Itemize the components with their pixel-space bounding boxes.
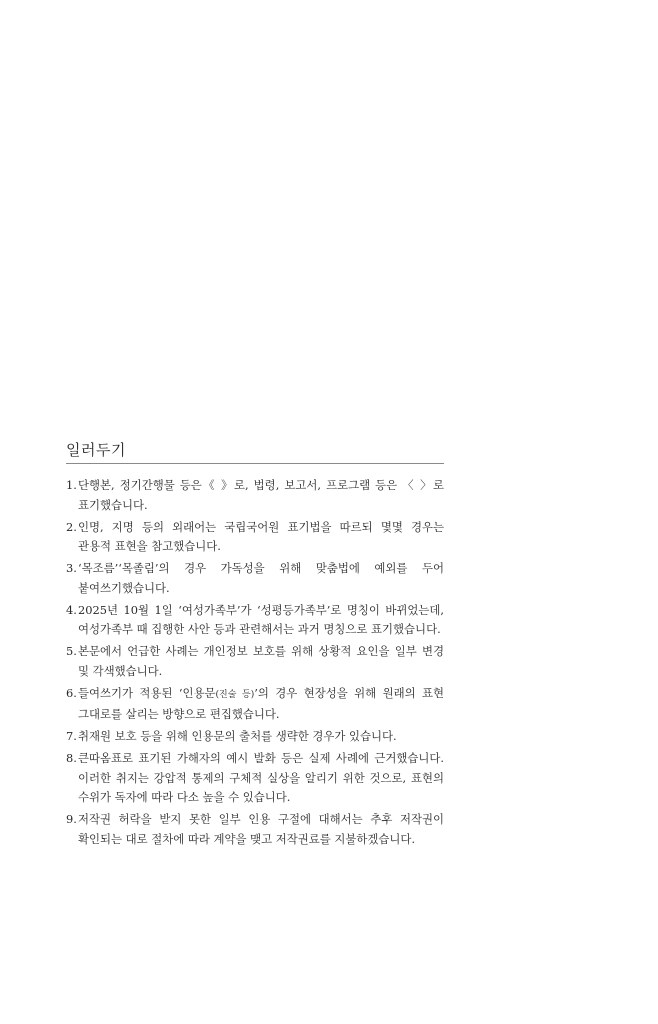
note-item-8 — [66, 749, 444, 808]
note-text-pre: 들여쓰기가 적용된 ‘인용문 — [78, 685, 216, 700]
editorial-notes — [66, 440, 444, 852]
note-text: 저작권 허락을 받지 못한 일부 인용 구절에 대해서는 추후 저작권이 확인되는 대로 절차에 따라 계약을 맺고 저작권료를 지불하겠습니다. — [78, 812, 444, 846]
note-text: 큰따옴표로 표기된 가해자의 예시 발화 등은 실제 사례에 근거했습니다. 이러한 취지는 강압적 통제의 구체적 실상을 알리기 위한 것으로, 표현의 수위가 독자에 따라 다소 높을 수 있습니다. — [78, 751, 444, 804]
note-text: 단행본, 정기간행물 등은《 》로, 법령, 보고서, 프로그램 등은 〈 〉로 표기했습니다. — [78, 478, 444, 512]
note-number: 1. — [66, 478, 77, 492]
note-number: 7. — [66, 729, 77, 743]
note-text-small: (진술 등) — [215, 689, 255, 700]
note-number: 5. — [66, 644, 77, 658]
note-item-4 — [66, 601, 444, 640]
note-number: 8. — [66, 751, 77, 765]
note-item-5 — [66, 642, 444, 681]
note-text-post: ’의 경우 현장성을 위해 원래의 표현 그대로를 살리는 방향으로 편집했습니다. — [78, 685, 445, 721]
note-number: 6. — [66, 685, 77, 700]
note-text: 2025년 10월 1일 ‘여성가족부’가 ‘성평등가족부’로 명칭이 바뀌었는데, 여성가족부 때 집행한 사안 등과 관련해서는 과거 명칭으로 표기했습니다. — [78, 602, 444, 636]
note-item-7 — [66, 727, 444, 747]
note-number: 9. — [66, 812, 77, 826]
note-text: 본문에서 언급한 사례는 개인정보 보호를 위해 상황적 요인을 일부 변경 및 각색했습니다. — [78, 644, 444, 678]
note-item-9 — [66, 810, 444, 849]
note-item-1 — [66, 476, 444, 515]
note-text: 취재원 보호 등을 위해 인용문의 출처를 생략한 경우가 있습니다. — [78, 729, 397, 743]
title-divider — [66, 463, 444, 464]
note-number: 2. — [66, 519, 77, 534]
note-text: 인명, 지명 등의 외래어는 국립국어원 표기법을 따르되 몇몇 경우는 관용적 표현을 참고했습니다. — [78, 519, 444, 553]
note-item-2 — [66, 518, 444, 557]
note-item-6 — [66, 684, 444, 725]
note-number: 4. — [66, 602, 77, 617]
note-number: 3. — [66, 561, 77, 575]
notes-title: 일러두기 — [66, 441, 126, 459]
notes-list — [66, 476, 444, 849]
note-text: ‘목조름’‘목졸림’의 경우 가독성을 위해 맞춤법에 예외를 두어 붙여쓰기했습니다. — [78, 561, 444, 595]
note-item-3 — [66, 559, 444, 598]
